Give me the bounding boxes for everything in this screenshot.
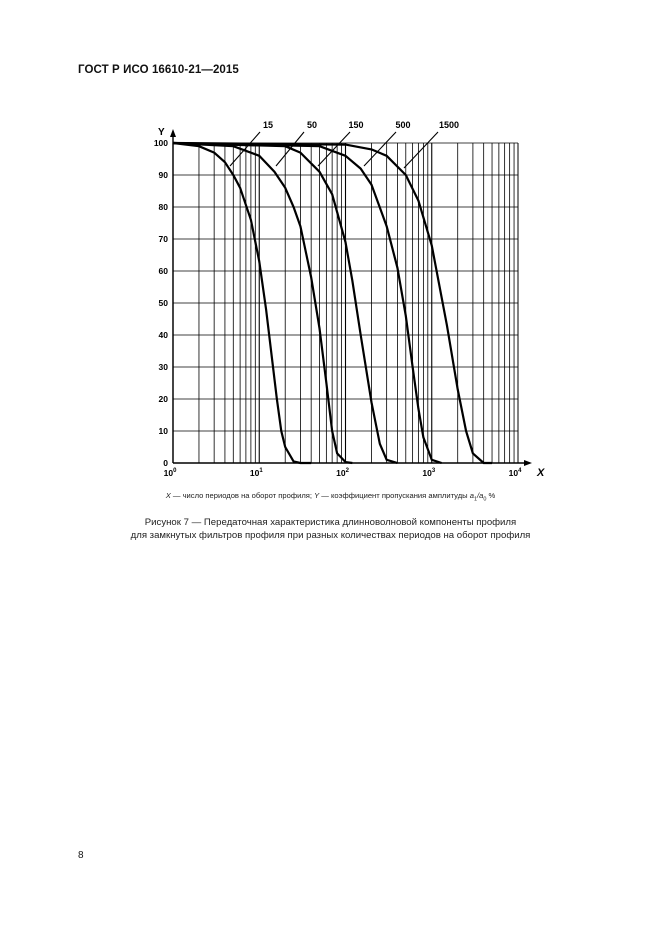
y-tick-label: 70 <box>158 234 168 244</box>
series-label-15: 15 <box>262 120 274 130</box>
y-tick-label: 40 <box>158 330 168 340</box>
figure-caption-line1: Рисунок 7 — Передаточная характеристика длинноволновой компоненты профиля <box>144 517 517 528</box>
document-header: ГОСТ Р ИСО 16610-21—2015 <box>78 64 239 76</box>
x-symbol: X <box>165 491 171 500</box>
series-label-50: 50 <box>306 120 318 130</box>
y-tick-label: 20 <box>158 394 168 404</box>
ratio-denominator-sub: 0 <box>483 496 487 503</box>
x-tick-label: $10^4$ <box>508 468 522 478</box>
y-tick-label: 80 <box>158 202 168 212</box>
ratio-numerator-sub: 1 <box>473 496 478 503</box>
y-tick-label: 10 <box>158 426 168 436</box>
unit: % <box>486 491 496 500</box>
series-label-500: 500 <box>395 120 411 130</box>
x-tick-label: $10^1$ <box>249 468 263 478</box>
y-description: — коэффициент пропускания амплитуды <box>319 491 470 500</box>
y-axis-label: Y <box>158 127 165 138</box>
y-tick-label: 90 <box>158 170 168 180</box>
figure-caption-line2: для замкнутых фильтров профиля при разных количествах периодов на оборот профиля <box>130 530 531 541</box>
x-tick-label: $10^0$ <box>163 468 177 478</box>
y-axis-arrow <box>170 129 176 137</box>
axis-legend <box>0 491 661 503</box>
y-tick-label: 60 <box>158 266 168 276</box>
x-tick-label: $10^2$ <box>336 468 349 478</box>
x-tick-label: $10^3$ <box>422 468 436 478</box>
page-number: 8 <box>78 850 84 861</box>
series-label-1500: 1500 <box>438 120 460 130</box>
series-label-150: 150 <box>348 120 364 130</box>
chart-axes <box>170 129 532 466</box>
x-axis-label: X <box>537 467 545 479</box>
ratio-numerator: a <box>469 491 474 500</box>
x-description: — число периодов на оборот профиля; <box>170 491 315 500</box>
leader-line <box>404 132 438 168</box>
x-axis-arrow <box>524 460 532 466</box>
y-tick-label: 50 <box>158 298 168 308</box>
chart-labels <box>154 120 545 479</box>
y-symbol: Y <box>314 491 320 500</box>
chart-grid <box>173 143 518 463</box>
y-tick-label: 0 <box>163 458 168 468</box>
y-tick-label: 100 <box>153 138 168 148</box>
leader-line <box>276 132 304 166</box>
ratio-denominator: /a <box>477 491 484 500</box>
y-tick-label: 30 <box>158 362 168 372</box>
